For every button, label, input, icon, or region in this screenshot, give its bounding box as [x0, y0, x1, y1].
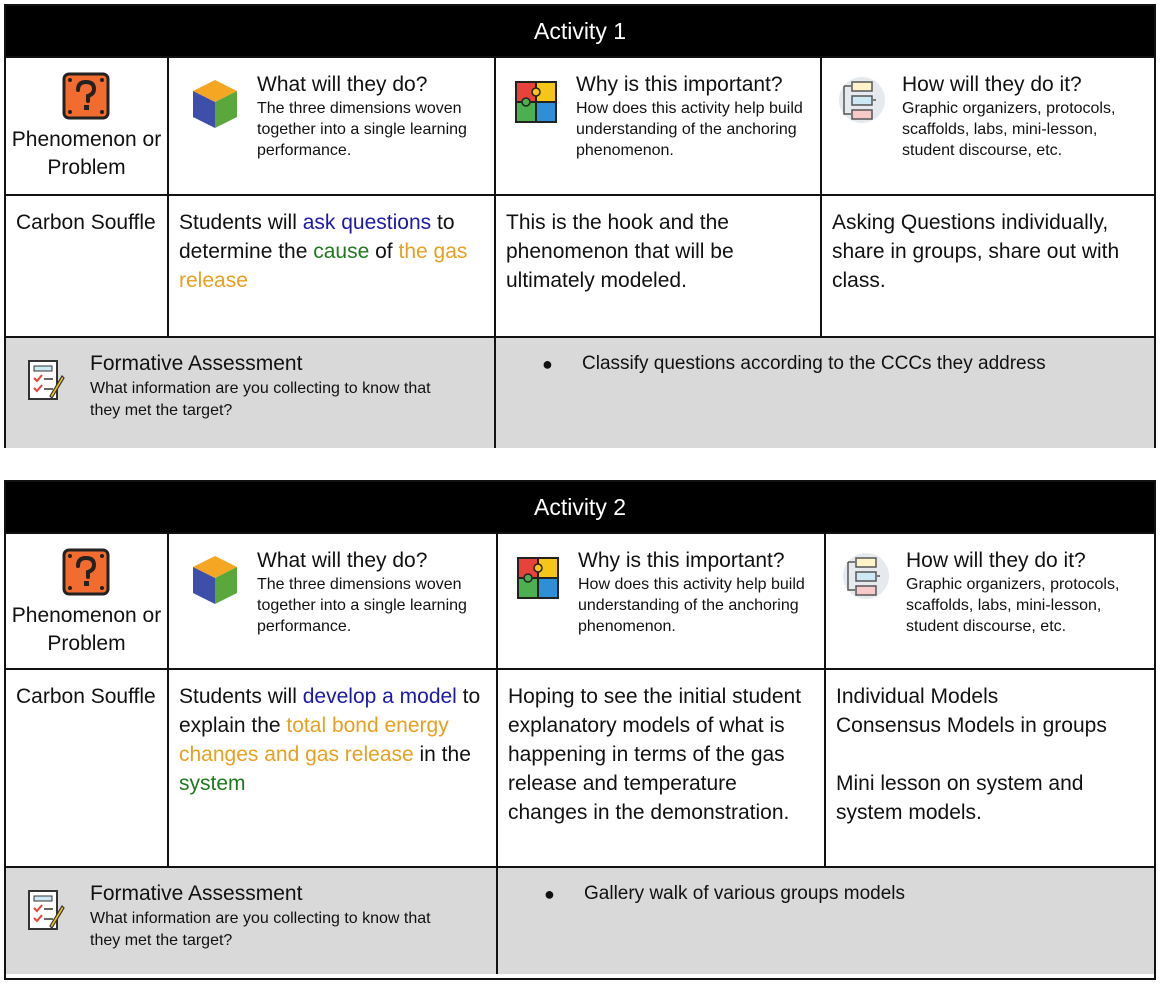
phenomenon-cell: [6, 196, 167, 336]
what-header-title: What will they do?: [257, 549, 428, 572]
why-cell: [496, 670, 824, 866]
how-line: Mini lesson on system and system models.: [836, 772, 1084, 824]
phenomenon-header-cell: [6, 534, 167, 668]
how-header-cell: [824, 534, 1154, 668]
what-cell: [167, 670, 496, 866]
header-row: [6, 56, 1154, 194]
activity-2-table: [4, 480, 1156, 980]
phenomenon-text: Carbon Souffle: [16, 211, 156, 234]
how-cell: [820, 196, 1154, 336]
formative-assessment-content: [496, 868, 1154, 974]
why-text: Hoping to see the initial student explanatory models of what is happening in terms of the gas release and temperature changes in the demonstration.: [508, 685, 802, 824]
how-header-title: How will they do it?: [906, 549, 1086, 572]
what-text-part: Students will: [179, 211, 303, 234]
what-header-cell: [167, 534, 496, 668]
what-header-subtitle: The three dimensions woven together into a single learning performance.: [257, 576, 467, 635]
phenomenon-text: Carbon Souffle: [16, 685, 156, 708]
phenomenon-cell: [6, 670, 167, 866]
formative-assessment-title: Formative Assessment: [90, 352, 303, 375]
formative-bullet-item: Classify questions according to the CCCs they address: [582, 353, 1046, 374]
what-text-highlight-core-idea: the gas release: [179, 240, 468, 292]
checklist-icon: [26, 888, 66, 937]
why-header-cell: [496, 534, 824, 668]
phenomenon-header-label: Phenomenon or Problem: [11, 128, 162, 179]
how-line: Consensus Models in groups: [836, 714, 1107, 737]
formative-assessment-subtitle: What information are you collecting to know that they met the target?: [90, 910, 431, 949]
what-text-highlight-core-idea: total bond energy changes and gas release: [179, 714, 449, 766]
activity-title: Activity 1: [6, 6, 1154, 56]
content-row: [6, 194, 1154, 336]
bullet-icon: ●: [542, 354, 553, 374]
what-text-part: to explain the: [179, 685, 481, 737]
bullet-icon: ●: [544, 884, 555, 904]
formative-assessment-row: [6, 866, 1154, 974]
what-text: [179, 682, 488, 798]
why-header-title: Why is this important?: [578, 549, 785, 572]
formative-assessment-row: [6, 336, 1154, 448]
what-text-part: Students will: [179, 685, 303, 708]
formative-assessment-title: Formative Assessment: [90, 882, 303, 905]
why-header-title: Why is this important?: [576, 73, 783, 96]
formative-assessment-header: [6, 338, 494, 448]
checklist-icon: [26, 358, 66, 407]
phenomenon-header-cell: [6, 58, 167, 194]
puzzle-icon: [516, 556, 562, 607]
why-header-subtitle: How does this activity help build understanding of the anchoring phenomenon.: [578, 576, 805, 635]
formative-assessment-subtitle: What information are you collecting to know that they met the target?: [90, 380, 431, 419]
what-text-highlight-practice: develop a model: [302, 685, 457, 708]
header-row: [6, 532, 1154, 668]
what-text-part: in the: [413, 743, 471, 766]
question-block-icon: [62, 548, 110, 601]
formative-assessment-content: [494, 338, 1154, 448]
why-text: This is the hook and the phenomenon that will be ultimately modeled.: [506, 211, 734, 292]
activity-1-table: [4, 4, 1156, 448]
why-header-cell: [494, 58, 820, 194]
what-cell: [167, 196, 494, 336]
what-text: [179, 208, 486, 295]
content-row: [6, 668, 1154, 866]
how-text: [836, 682, 1146, 827]
formative-bullet-item: Gallery walk of various groups models: [584, 883, 906, 904]
what-header-cell: [167, 58, 494, 194]
why-header-subtitle: How does this activity help build understanding of the anchoring phenomenon.: [576, 100, 803, 159]
how-line-gap: [836, 740, 1146, 769]
what-text-highlight-crosscutting: cause: [313, 240, 370, 263]
how-cell: [824, 670, 1154, 866]
cube-icon: [191, 78, 239, 135]
what-header-title: What will they do?: [257, 73, 428, 96]
what-text-highlight-crosscutting: system: [179, 772, 246, 795]
how-header-title: How will they do it?: [902, 73, 1082, 96]
why-cell: [494, 196, 820, 336]
cube-icon: [191, 554, 239, 611]
how-header-cell: [820, 58, 1154, 194]
what-header-subtitle: The three dimensions woven together into a single learning performance.: [257, 100, 467, 159]
question-block-icon: [62, 72, 110, 125]
how-line: Individual Models: [836, 685, 999, 708]
how-header-subtitle: Graphic organizers, protocols, scaffolds, labs, mini-lesson, student discourse, etc.: [902, 100, 1116, 159]
puzzle-icon: [514, 80, 560, 131]
what-text-part: to determine the: [179, 211, 455, 263]
flowchart-icon: [838, 76, 886, 129]
formative-assessment-header: [6, 868, 496, 974]
how-text: Asking Questions individually, share in groups, share out with class.: [832, 211, 1120, 292]
activity-title: Activity 2: [6, 482, 1154, 532]
phenomenon-header-label: Phenomenon or Problem: [11, 604, 162, 655]
how-header-subtitle: Graphic organizers, protocols, scaffolds, labs, mini-lesson, student discourse, etc.: [906, 576, 1120, 635]
what-text-part: of: [369, 240, 399, 263]
what-text-highlight-practice: ask questions: [302, 211, 432, 234]
flowchart-icon: [842, 552, 890, 605]
